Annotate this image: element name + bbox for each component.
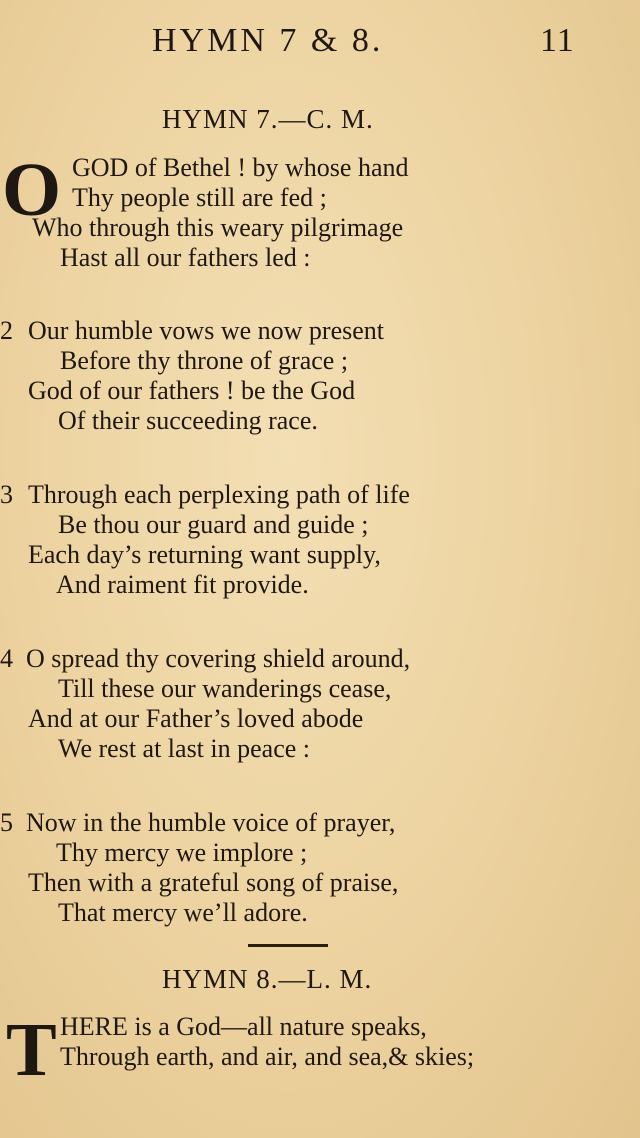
stanza-number: 2: [0, 316, 13, 345]
verse-line: And at our Father’s loved abode: [28, 704, 364, 733]
verse-line: Of their succeeding race.: [58, 406, 318, 435]
verse-line: Each day’s returning want supply,: [28, 540, 381, 569]
verse-line: Our humble vows we now present: [28, 316, 384, 345]
drop-cap-o: O: [2, 148, 62, 232]
verse-line: Through earth, and air, and sea,& skies;: [60, 1042, 475, 1071]
verse-line: Who through this weary pilgrimage: [32, 213, 404, 242]
verse-line: Till these our wanderings cease,: [58, 674, 392, 703]
verse-line: GOD of Bethel ! by whose hand: [72, 153, 409, 182]
verse-line: Through each perplexing path of life: [28, 480, 410, 509]
verse-line: Thy mercy we implore ;: [56, 838, 308, 867]
verse-line: That mercy we’ll adore.: [58, 898, 308, 927]
page-header-title: HYMN 7 & 8.: [152, 22, 384, 59]
verse-line: Then with a grateful song of praise,: [28, 868, 399, 897]
section-divider: [248, 944, 328, 947]
verse-line: God of our fathers ! be the God: [28, 376, 356, 405]
verse-line: Before thy throne of grace ;: [60, 346, 349, 375]
page-number: 11: [540, 22, 575, 59]
stanza-number: 4: [0, 644, 13, 673]
stanza-number: 5: [0, 808, 13, 837]
verse-line: O spread thy covering shield around,: [26, 644, 411, 673]
drop-cap-t: T: [6, 1008, 57, 1092]
hymn-7-title: HYMN 7.—C. M.: [162, 104, 374, 134]
hymn-8-title: HYMN 8.—L. M.: [162, 964, 373, 994]
verse-line: Be thou our guard and guide ;: [58, 510, 369, 539]
verse-line: Now in the humble voice of prayer,: [26, 808, 396, 837]
verse-line: HERE is a God—all nature speaks,: [60, 1012, 427, 1041]
verse-line: Thy people still are fed ;: [72, 183, 327, 212]
stanza-number: 3: [0, 480, 13, 509]
verse-line: We rest at last in peace :: [58, 734, 311, 763]
verse-line: And raiment fit provide.: [56, 570, 309, 599]
verse-line: Hast all our fathers led :: [60, 243, 311, 272]
